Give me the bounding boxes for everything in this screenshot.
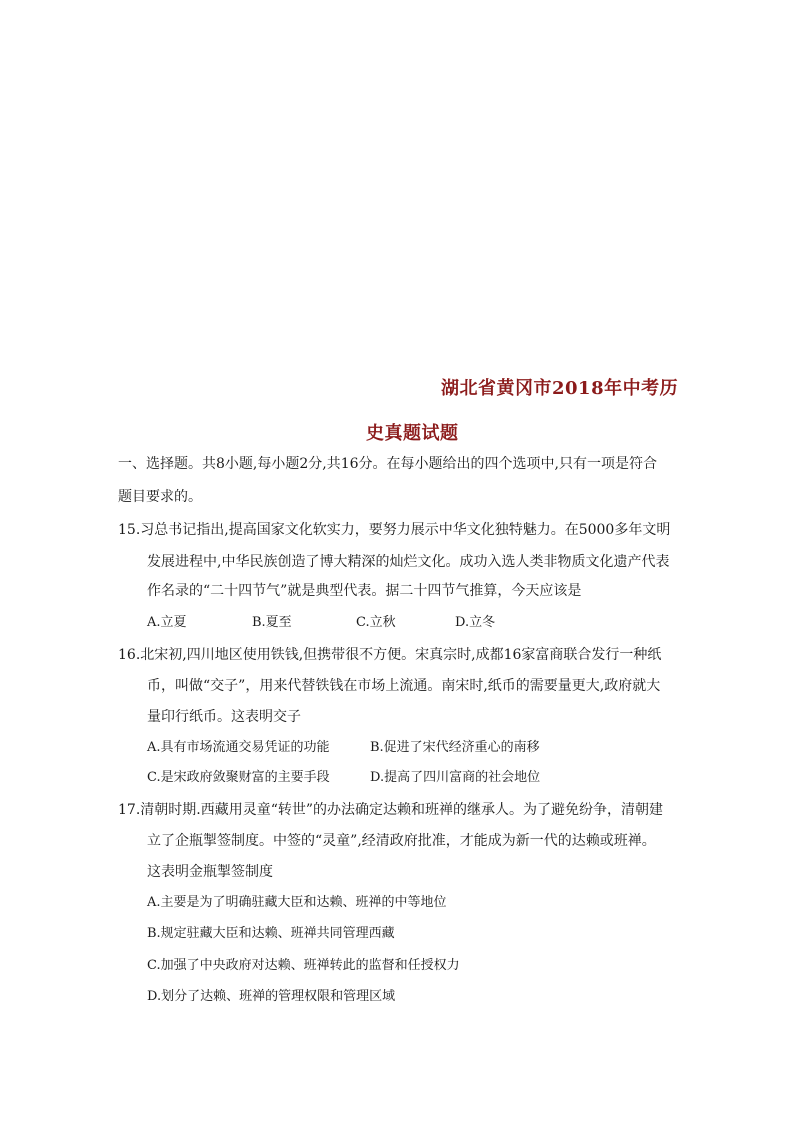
question-17-line-1: 17.清朝时期.西藏用灵童“转世”的办法确定达赖和班禅的继承人。为了避免纷争，清朝建 (118, 802, 664, 818)
question-15-option-b: B.夏至 (252, 615, 292, 630)
section-instruction-line-2: 题目要求的。 (118, 489, 202, 505)
question-17-option-b: B.规定驻藏大臣和达赖、班禅共同管理西藏 (147, 926, 395, 941)
question-16-option-b: B.促进了宋代经济重心的南移 (370, 740, 540, 755)
question-17-option-c: C.加强了中央政府对达赖、班禅转此的监督和任授权力 (147, 958, 460, 973)
question-17-line-3: 这表明金瓶掣签制度 (147, 864, 273, 880)
question-16-line-3: 量印行纸币。这表明交子 (147, 709, 301, 725)
question-16-option-c: C.是宋政府敛聚财富的主要手段 (147, 770, 330, 785)
question-16-option-a: A.具有市场流通交易凭证的功能 (147, 740, 330, 755)
question-15-option-d: D.立冬 (455, 615, 496, 630)
question-15-option-a: A.立夏 (147, 615, 187, 630)
document-title-line-1: 湖北省黄冈市2018年中考历 (441, 378, 679, 399)
document-title-line-2: 史真题试题 (366, 423, 459, 444)
question-15-line-2: 发展进程中,中华民族创造了博大精深的灿烂文化。成功入选人类非物质文化遗产代表 (147, 554, 670, 570)
question-16-line-2: 币，叫做“交子”，用来代替铁钱在市场上流通。南宋时,纸币的需要量更大,政府就大 (147, 678, 661, 694)
question-16-option-d: D.提高了四川富商的社会地位 (370, 770, 541, 785)
question-15-line-1: 15.习总书记指出,提高国家文化软实力，要努力展示中华文化独特魅力。在5000多年文明 (118, 522, 671, 538)
question-17-option-a: A.主要是为了明确驻藏大臣和达赖、班禅的中等地位 (147, 895, 447, 910)
question-16-line-1: 16.北宋初,四川地区使用铁钱,但携带很不方便。宋真宗时,成都16家富商联合发行一种纸 (118, 647, 662, 663)
question-17-option-d: D.划分了达赖、班禅的管理权限和管理区域 (147, 989, 396, 1004)
question-15-line-3: 作名录的“二十四节气”就是典型代表。据二十四节气推算，今天应该是 (147, 583, 582, 599)
section-instruction-line-1: 一、选择题。共8小题,每小题2分,共16分。在每小题给出的四个选项中,只有一项是符合 (118, 456, 657, 472)
question-17-line-2: 立了企瓶掣签制度。中签的“灵童”,经清政府批准，才能成为新一代的达赖或班禅。 (147, 833, 656, 849)
question-15-option-c: C.立秋 (356, 615, 396, 630)
